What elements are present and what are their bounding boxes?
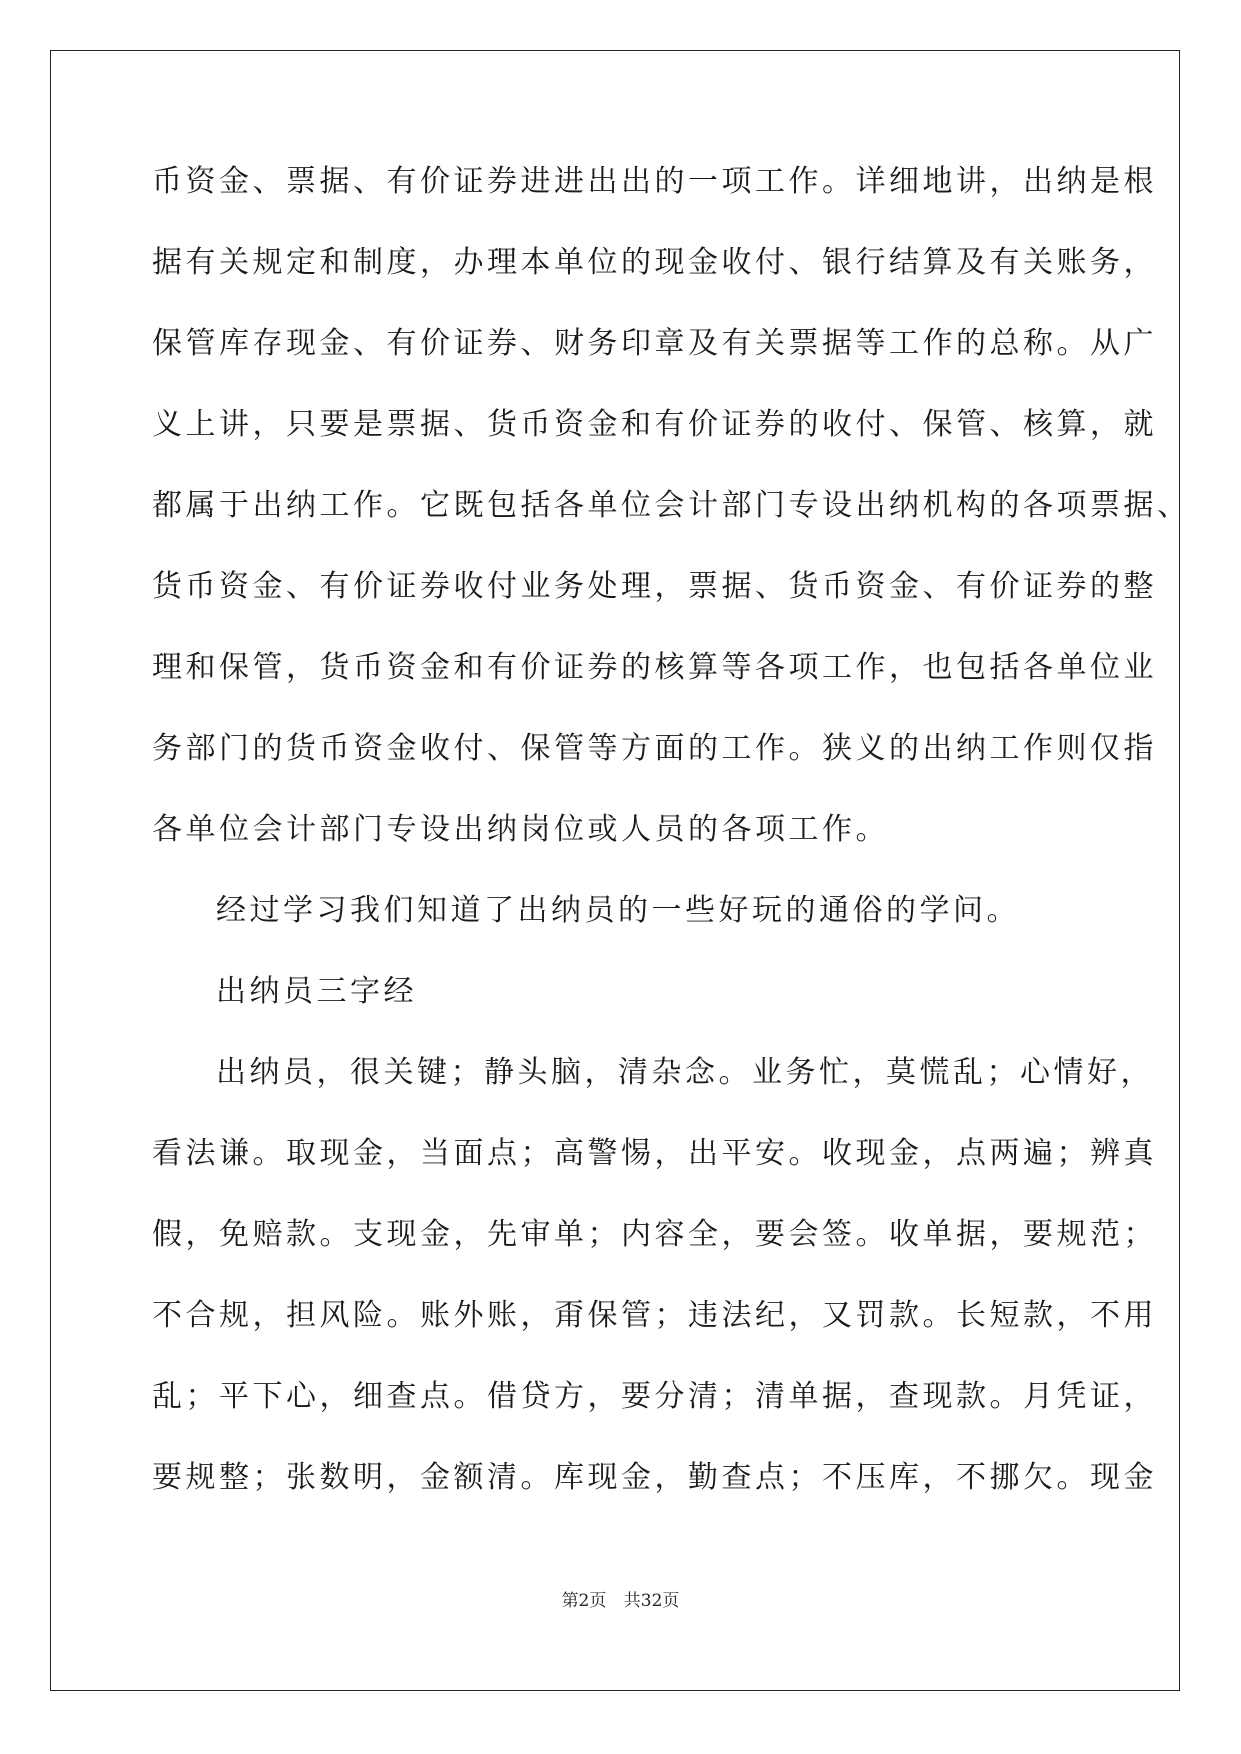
text-line: 要规整；张数明，金额清。库现金，勤查点；不压库，不挪欠。现金 xyxy=(152,1460,1157,1495)
document-body xyxy=(152,162,1191,1539)
text-line: 看法谦。取现金，当面点；高警惕，出平安。收现金，点两遍；辨真 xyxy=(152,1136,1157,1171)
text-line: 乱；平下心，细查点。借贷方，要分清；清单据，查现款。月凭证， xyxy=(152,1379,1157,1414)
text-line: 理和保管，货币资金和有价证券的核算等各项工作，也包括各单位业 xyxy=(152,650,1157,685)
text-line: 币资金、票据、有价证券进进出出的一项工作。详细地讲，出纳是根 xyxy=(152,164,1157,199)
text-line: 货币资金、有价证券收付业务处理，票据、货币资金、有价证券的整 xyxy=(152,569,1157,604)
text-line: 义上讲，只要是票据、货币资金和有价证券的收付、保管、核算，就 xyxy=(152,407,1157,442)
text-line: 保管库存现金、有价证券、财务印章及有关票据等工作的总称。从广 xyxy=(152,326,1157,361)
page-footer xyxy=(0,1586,1241,1611)
text-line: 出纳员，很关键；静头脑，清杂念。业务忙，莫慌乱；心情好， xyxy=(216,1055,1154,1090)
page-total: 共32页 xyxy=(623,1591,680,1611)
text-line: 假，免赔款。支现金，先审单；内容全，要会签。收单据，要规范； xyxy=(152,1217,1157,1252)
text-line: 各单位会计部门专设出纳岗位或人员的各项工作。 xyxy=(152,812,889,847)
page-number: 第2页 xyxy=(561,1591,607,1611)
text-line: 据有关规定和制度，办理本单位的现金收付、银行结算及有关账务， xyxy=(152,245,1157,280)
text-line: 务部门的货币资金收付、保管等方面的工作。狭义的出纳工作则仅指 xyxy=(152,731,1157,766)
section-heading: 出纳员三字经 xyxy=(216,974,417,1009)
text-line: 不合规，担风险。账外账，甭保管；违法纪，又罚款。长短款，不用 xyxy=(152,1298,1157,1333)
text-line: 都属于出纳工作。它既包括各单位会计部门专设出纳机构的各项票据、 xyxy=(152,488,1191,523)
paragraph-intro: 经过学习我们知道了出纳员的一些好玩的通俗的学问。 xyxy=(216,893,1020,928)
